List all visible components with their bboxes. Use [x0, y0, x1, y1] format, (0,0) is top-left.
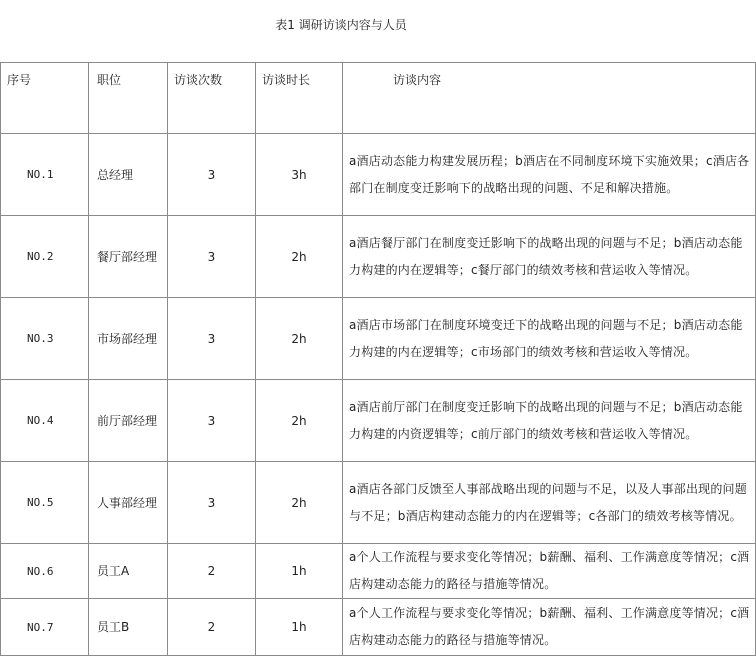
table-row: [1, 599, 756, 656]
cell-position: 人事部经理: [89, 462, 168, 544]
cell-count: 3: [168, 216, 256, 298]
cell-content: a酒店前厅部门在制度变迁影响下的战略出现的问题与不足；b酒店动态能力构建的内资逻辑等；c前厅部门的绩效考核和营运收入等情况。: [343, 380, 756, 462]
cell-serial: NO.7: [1, 599, 89, 656]
table-row: [1, 544, 756, 599]
header-duration: 访谈时长: [256, 63, 343, 134]
table-row: [1, 298, 756, 380]
cell-content: a酒店餐厅部门在制度变迁影响下的战略出现的问题与不足；b酒店动态能力构建的内在逻辑等；c餐厅部门的绩效考核和营运收入等情况。: [343, 216, 756, 298]
cell-count: 2: [168, 599, 256, 656]
cell-serial: NO.3: [1, 298, 89, 380]
header-count: 访谈次数: [168, 63, 256, 134]
table-header-row: [1, 63, 756, 134]
cell-content: a个人工作流程与要求变化等情况；b薪酬、福利、工作满意度等情况；c酒店构建动态能力的路径与措施等情况。: [343, 544, 756, 599]
table-caption: 表1 调研访谈内容与人员: [275, 18, 407, 32]
cell-serial: NO.5: [1, 462, 89, 544]
cell-content: a酒店市场部门在制度环境变迁下的战略出现的问题与不足；b酒店动态能力构建的内在逻辑等；c市场部门的绩效考核和营运收入等情况。: [343, 298, 756, 380]
header-position: 职位: [89, 63, 168, 134]
table-row: [1, 216, 756, 298]
cell-position: 餐厅部经理: [89, 216, 168, 298]
cell-duration: 1h: [256, 544, 343, 599]
cell-content: a酒店动态能力构建发展历程；b酒店在不同制度环境下实施效果；c酒店各部门在制度变迁影响下的战略出现的问题、不足和解决措施。: [343, 134, 756, 216]
cell-serial: NO.1: [1, 134, 89, 216]
cell-position: 员工A: [89, 544, 168, 599]
table-row: [1, 380, 756, 462]
cell-content: a酒店各部门反馈至人事部战略出现的问题与不足，以及人事部出现的问题与不足；b酒店构建动态能力的内在逻辑等；c各部门的绩效考核等情况。: [343, 462, 756, 544]
cell-content: a个人工作流程与要求变化等情况；b薪酬、福利、工作满意度等情况；c酒店构建动态能力的路径与措施等情况。: [343, 599, 756, 656]
cell-count: 2: [168, 544, 256, 599]
table-row: [1, 462, 756, 544]
cell-count: 3: [168, 462, 256, 544]
cell-position: 员工B: [89, 599, 168, 656]
header-serial: 序号: [1, 63, 89, 134]
cell-serial: NO.6: [1, 544, 89, 599]
cell-serial: NO.2: [1, 216, 89, 298]
cell-position: 总经理: [89, 134, 168, 216]
cell-serial: NO.4: [1, 380, 89, 462]
cell-count: 3: [168, 380, 256, 462]
interview-table: [0, 62, 756, 656]
cell-position: 前厅部经理: [89, 380, 168, 462]
cell-duration: 2h: [256, 298, 343, 380]
cell-duration: 2h: [256, 380, 343, 462]
cell-duration: 2h: [256, 462, 343, 544]
cell-count: 3: [168, 134, 256, 216]
cell-count: 3: [168, 298, 256, 380]
table-row: [1, 134, 756, 216]
header-content: 访谈内容: [343, 63, 756, 134]
cell-duration: 3h: [256, 134, 343, 216]
cell-duration: 2h: [256, 216, 343, 298]
cell-duration: 1h: [256, 599, 343, 656]
cell-position: 市场部经理: [89, 298, 168, 380]
